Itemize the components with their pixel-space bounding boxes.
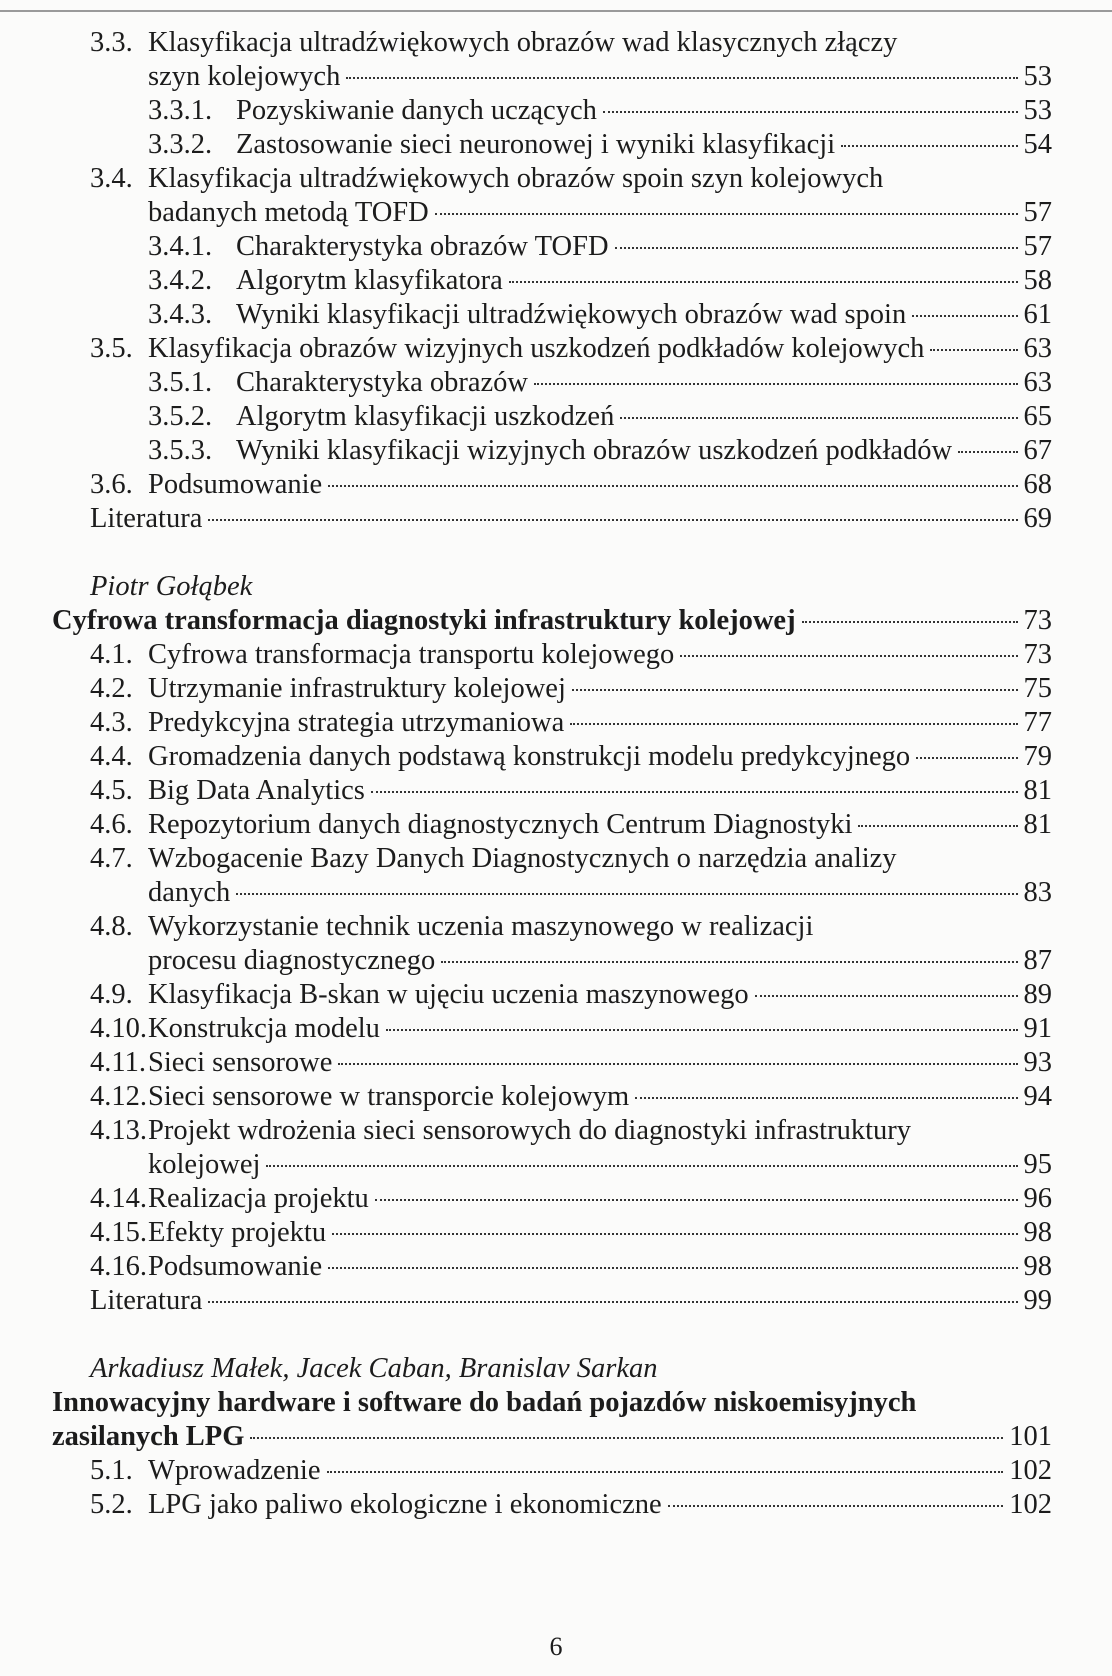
toc-entry-number: 4.6. xyxy=(90,809,133,840)
dot-leader xyxy=(615,247,1018,249)
toc-page-number: 89 xyxy=(1023,979,1052,1010)
toc-entry-4-2[interactable] xyxy=(90,672,1052,706)
toc-page-number: 65 xyxy=(1023,401,1052,432)
toc-page-number: 93 xyxy=(1023,1047,1052,1078)
toc-entry-number: 3.3.1. xyxy=(148,95,213,126)
toc-entry-title: Wyniki klasyfikacji ultradźwiękowych obrazów wad spoin xyxy=(236,299,907,330)
toc-entry-number: 3.6. xyxy=(90,469,133,500)
toc-page-number: 75 xyxy=(1023,673,1052,704)
toc-entry-4-9[interactable] xyxy=(90,978,1052,1012)
toc-page-number: 61 xyxy=(1023,299,1052,330)
toc-entry-title: Charakterystyka obrazów xyxy=(236,367,529,398)
toc-entry-3-4[interactable] xyxy=(148,196,1052,230)
dot-leader xyxy=(912,315,1017,317)
toc-entry-literatura-4[interactable] xyxy=(90,1284,1052,1318)
toc-entry-title: Sieci sensorowe w transporcie kolejowym xyxy=(148,1081,630,1112)
toc-entry-4-13[interactable] xyxy=(148,1148,1052,1182)
toc-entry-title: Sieci sensorowe xyxy=(148,1047,333,1078)
toc-page-number: 99 xyxy=(1023,1285,1052,1316)
dot-leader xyxy=(375,1199,1018,1201)
toc-entry-number: 4.9. xyxy=(90,979,133,1010)
toc-entry-3-4-2[interactable] xyxy=(148,264,1052,298)
dot-leader xyxy=(338,1063,1017,1065)
toc-entry-5-2[interactable] xyxy=(90,1488,1052,1522)
toc-entry-number: 4.8. xyxy=(90,911,133,942)
toc-entry-number: 3.3. xyxy=(90,27,133,58)
toc-entry-title: Gromadzenia danych podstawą konstrukcji modelu predykcyjnego xyxy=(148,741,911,772)
toc-entry-3-4-3[interactable] xyxy=(148,298,1052,332)
toc-entry-4-7-line1 xyxy=(90,842,897,876)
toc-page-number: 53 xyxy=(1023,61,1052,92)
toc-entry-3-5[interactable] xyxy=(90,332,1052,366)
chapter-title: zasilanych LPG xyxy=(52,1421,245,1452)
dot-leader xyxy=(332,1233,1017,1235)
toc-page-number: 81 xyxy=(1023,809,1052,840)
toc-entry-number: 3.4.3. xyxy=(148,299,213,330)
toc-entry-4-14[interactable] xyxy=(90,1182,1052,1216)
dot-leader xyxy=(509,281,1018,283)
toc-entry-title: Literatura xyxy=(90,503,203,534)
toc-entry-3-3-line1 xyxy=(90,26,897,60)
toc-entry-4-15[interactable] xyxy=(90,1216,1052,1250)
toc-page-number: 102 xyxy=(1009,1489,1052,1520)
dot-leader xyxy=(620,417,1017,419)
dot-leader xyxy=(916,757,1017,759)
toc-entry-title: Klasyfikacja ultradźwiękowych obrazów spoin szyn kolejowych xyxy=(148,163,884,194)
dot-leader xyxy=(858,825,1017,827)
dot-leader xyxy=(680,655,1017,657)
toc-entry-number: 3.5.3. xyxy=(148,435,213,466)
dot-leader xyxy=(328,1267,1017,1269)
chapter-authors: Arkadiusz Małek, Jacek Caban, Branislav Sarkan xyxy=(90,1353,658,1384)
toc-entry-number: 4.12. xyxy=(90,1081,147,1112)
dot-leader xyxy=(266,1165,1017,1167)
toc-page-number: 58 xyxy=(1023,265,1052,296)
dot-leader xyxy=(534,383,1017,385)
toc-entry-title: danych xyxy=(148,877,231,908)
toc-entry-number: 3.4. xyxy=(90,163,133,194)
toc-entry-title: Klasyfikacja B-skan w ujęciu uczenia maszynowego xyxy=(148,979,749,1010)
toc-entry-4-11[interactable] xyxy=(90,1046,1052,1080)
toc-entry-title: Algorytm klasyfikacji uszkodzeń xyxy=(236,401,615,432)
toc-entry-number: 4.10. xyxy=(90,1013,147,1044)
chapter-5-title-line1: Innowacyjny hardware i software do badań pojazdów niskoemisyjnych xyxy=(52,1387,917,1418)
toc-chapter-4[interactable] xyxy=(52,604,1052,638)
toc-entry-title: Utrzymanie infrastruktury kolejowej xyxy=(148,673,566,704)
toc-entry-4-7[interactable] xyxy=(148,876,1052,910)
toc-entry-3-3-1[interactable] xyxy=(148,94,1052,128)
toc-chapter-5[interactable] xyxy=(52,1420,1052,1454)
toc-entry-number: 4.1. xyxy=(90,639,133,670)
toc-page-number: 81 xyxy=(1023,775,1052,806)
toc-page-number: 68 xyxy=(1023,469,1052,500)
dot-leader xyxy=(570,723,1017,725)
toc-entry-number: 3.5.2. xyxy=(148,401,213,432)
toc-page-number: 101 xyxy=(1009,1421,1052,1452)
toc-page-number: 57 xyxy=(1023,231,1052,262)
toc-page-number: 96 xyxy=(1023,1183,1052,1214)
toc-entry-title: Podsumowanie xyxy=(148,1251,323,1282)
toc-entry-3-5-2[interactable] xyxy=(148,400,1052,434)
toc-entry-title: Charakterystyka obrazów TOFD xyxy=(236,231,609,262)
page-number-footer: 6 xyxy=(549,1632,563,1661)
toc-entry-title: Klasyfikacja obrazów wizyjnych uszkodzeń podkładów kolejowych xyxy=(148,333,925,364)
toc-entry-3-5-3[interactable] xyxy=(148,434,1052,468)
top-rule xyxy=(0,10,1112,12)
toc-entry-number: 5.2. xyxy=(90,1489,133,1520)
toc-entry-number: 4.2. xyxy=(90,673,133,704)
toc-entry-title: badanych metodą TOFD xyxy=(148,197,429,228)
toc-entry-title: Wykorzystanie technik uczenia maszynowego w realizacji xyxy=(148,911,814,942)
dot-leader xyxy=(328,485,1017,487)
dot-leader xyxy=(371,791,1018,793)
toc-entry-title: Wzbogacenie Bazy Danych Diagnostycznych o narzędzia analizy xyxy=(148,843,897,874)
toc-entry-number: 3.5.1. xyxy=(148,367,213,398)
toc-entry-number: 3.3.2. xyxy=(148,129,213,160)
toc-entry-4-8-line1 xyxy=(90,910,813,944)
toc-entry-4-13-line1 xyxy=(90,1114,911,1148)
toc-entry-number: 4.11. xyxy=(90,1047,146,1078)
dot-leader xyxy=(435,213,1018,215)
toc-entry-title: Algorytm klasyfikatora xyxy=(236,265,503,296)
toc-page-number: 53 xyxy=(1023,95,1052,126)
dot-leader xyxy=(346,77,1017,79)
toc-page-number: 98 xyxy=(1023,1251,1052,1282)
chapter-author: Piotr Gołąbek xyxy=(90,571,253,602)
toc-entry-5-1[interactable] xyxy=(90,1454,1052,1488)
toc-entry-4-10[interactable] xyxy=(90,1012,1052,1046)
toc-entry-4-5[interactable] xyxy=(90,774,1052,808)
toc-entry-number: 4.14. xyxy=(90,1183,147,1214)
toc-entry-3-4-1[interactable] xyxy=(148,230,1052,264)
toc-entry-title: LPG jako paliwo ekologiczne i ekonomiczne xyxy=(148,1489,662,1520)
toc-page-number: 69 xyxy=(1023,503,1052,534)
toc-entry-title: kolejowej xyxy=(148,1149,261,1180)
toc-entry-title: szyn kolejowych xyxy=(148,61,341,92)
dot-leader xyxy=(236,893,1017,895)
toc-page-number: 87 xyxy=(1023,945,1052,976)
dot-leader xyxy=(841,145,1017,147)
dot-leader xyxy=(603,111,1018,113)
dot-leader xyxy=(208,519,1017,521)
toc-entry-3-3-2[interactable] xyxy=(148,128,1052,162)
toc-entry-title: Cyfrowa transformacja transportu kolejowego xyxy=(148,639,675,670)
toc-page-number: 95 xyxy=(1023,1149,1052,1180)
toc-entry-number: 4.16. xyxy=(90,1251,147,1282)
chapter-title: Cyfrowa transformacja diagnostyki infrastruktury kolejowej xyxy=(52,605,796,636)
toc-page-number: 73 xyxy=(1023,605,1052,636)
dot-leader xyxy=(930,349,1017,351)
toc-entry-title: Big Data Analytics xyxy=(148,775,365,806)
toc-page-number: 94 xyxy=(1023,1081,1052,1112)
toc-entry-number: 4.7. xyxy=(90,843,133,874)
toc-entry-number: 5.1. xyxy=(90,1455,133,1486)
dot-leader xyxy=(802,621,1018,623)
toc-page-number: 73 xyxy=(1023,639,1052,670)
toc-entry-3-3[interactable] xyxy=(148,60,1052,94)
dot-leader xyxy=(635,1097,1017,1099)
toc-entry-title: Predykcyjna strategia utrzymaniowa xyxy=(148,707,565,738)
toc-entry-number: 4.15. xyxy=(90,1217,147,1248)
toc-entry-number: 3.4.1. xyxy=(148,231,213,262)
toc-entry-title: Realizacja projektu xyxy=(148,1183,369,1214)
toc-page-number: 77 xyxy=(1023,707,1052,738)
toc-entry-title: Zastosowanie sieci neuronowej i wyniki klasyfikacji xyxy=(236,129,836,160)
dot-leader xyxy=(755,995,1018,997)
toc-page-number: 63 xyxy=(1023,367,1052,398)
dot-leader xyxy=(572,689,1018,691)
toc-entry-title: Projekt wdrożenia sieci sensorowych do diagnostyki infrastruktury xyxy=(148,1115,912,1146)
toc-page-number: 54 xyxy=(1023,129,1052,160)
toc-entry-literatura-3[interactable] xyxy=(90,502,1052,536)
toc-entry-4-12[interactable] xyxy=(90,1080,1052,1114)
toc-entry-number: 4.5. xyxy=(90,775,133,806)
toc-entry-number: 4.4. xyxy=(90,741,133,772)
toc-page-number: 91 xyxy=(1023,1013,1052,1044)
toc-entry-title: Podsumowanie xyxy=(148,469,323,500)
toc-entry-title: Konstrukcja modelu xyxy=(148,1013,380,1044)
toc-entry-title: Literatura xyxy=(90,1285,203,1316)
toc-entry-number: 3.4.2. xyxy=(148,265,213,296)
toc-entry-3-6[interactable] xyxy=(90,468,1052,502)
toc-entry-number: 4.3. xyxy=(90,707,133,738)
dot-leader xyxy=(668,1505,1004,1507)
toc-entry-number: 3.5. xyxy=(90,333,133,364)
toc-entry-title: Repozytorium danych diagnostycznych Centrum Diagnostyki xyxy=(148,809,853,840)
dot-leader xyxy=(327,1471,1004,1473)
toc-entry-title: Wprowadzenie xyxy=(148,1455,321,1486)
toc-entry-number: 4.13. xyxy=(90,1115,147,1146)
toc-entry-title: Pozyskiwanie danych uczących xyxy=(236,95,597,126)
toc-page-number: 98 xyxy=(1023,1217,1052,1248)
toc-entry-3-4-line1 xyxy=(90,162,883,196)
toc-entry-4-16[interactable] xyxy=(90,1250,1052,1284)
dot-leader xyxy=(386,1029,1018,1031)
toc-page-number: 63 xyxy=(1023,333,1052,364)
dot-leader xyxy=(250,1437,1003,1439)
toc-page-number: 83 xyxy=(1023,877,1052,908)
toc-entry-title: procesu diagnostycznego xyxy=(148,945,436,976)
toc-entry-title: Klasyfikacja ultradźwiękowych obrazów wad klasycznych złączy xyxy=(148,27,898,58)
toc-page-number: 102 xyxy=(1009,1455,1052,1486)
toc-entry-3-5-1[interactable] xyxy=(148,366,1052,400)
toc-page-number: 67 xyxy=(1023,435,1052,466)
toc-entry-4-3[interactable] xyxy=(90,706,1052,740)
toc-entry-4-8[interactable] xyxy=(148,944,1052,978)
toc-entry-4-6[interactable] xyxy=(90,808,1052,842)
toc-page-number: 57 xyxy=(1023,197,1052,228)
toc-entry-title: Wyniki klasyfikacji wizyjnych obrazów uszkodzeń podkładów xyxy=(236,435,953,466)
toc-entry-title: Efekty projektu xyxy=(148,1217,327,1248)
dot-leader xyxy=(958,451,1017,453)
dot-leader xyxy=(208,1301,1017,1303)
toc-entry-4-1[interactable] xyxy=(90,638,1052,672)
toc-page-number: 79 xyxy=(1023,741,1052,772)
dot-leader xyxy=(441,961,1017,963)
toc-entry-4-4[interactable] xyxy=(90,740,1052,774)
